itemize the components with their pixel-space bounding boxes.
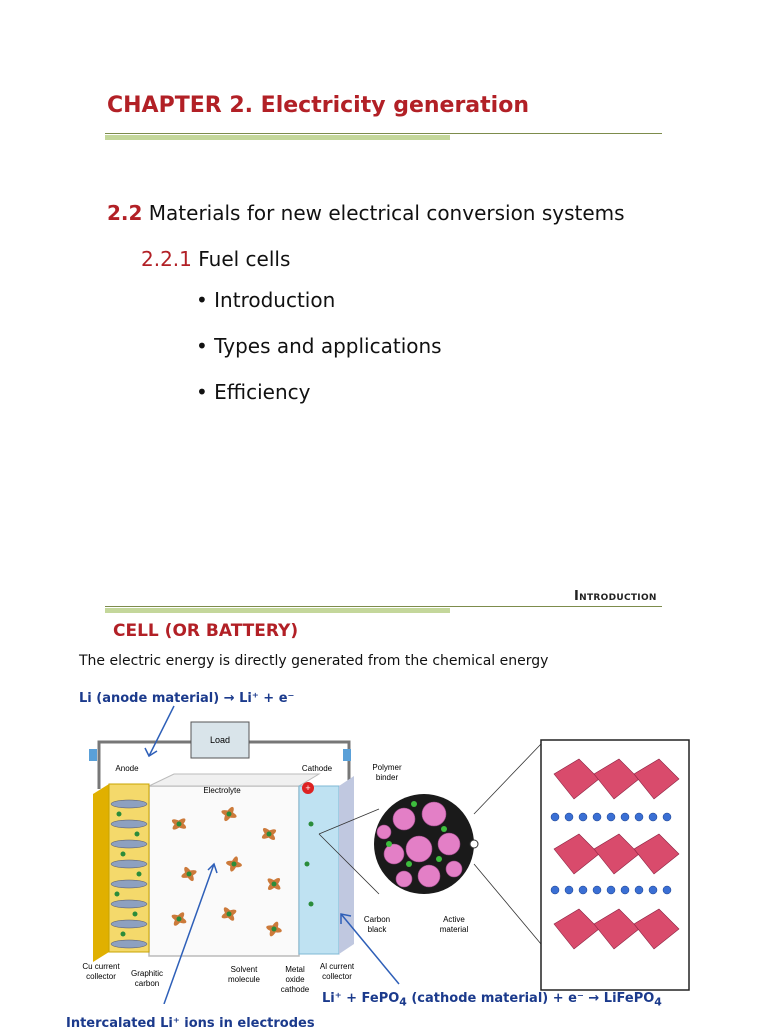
- subscript-4b: 4: [654, 995, 662, 1009]
- graphitic-label-2: carbon: [134, 979, 160, 988]
- chapter-title: CHAPTER 2. Electricity generation: [107, 93, 529, 118]
- cathode-equation: [322, 991, 662, 1009]
- bullet-introduction: • Introduction: [196, 288, 336, 312]
- section-title: Materials for new electrical conversion systems: [142, 201, 625, 225]
- anode-electrode: [93, 764, 149, 962]
- subsection-number: 2.2.1: [141, 247, 192, 271]
- crystal-structure: [541, 740, 689, 990]
- al-collector-label-2: collector: [322, 972, 352, 981]
- intro-rule-thick: [105, 608, 450, 613]
- subsection-title: Fuel cells: [191, 247, 291, 271]
- bullet-efficiency: • Efficiency: [196, 380, 311, 404]
- cathode-label: Cathode: [301, 764, 333, 773]
- description: The electric energy is directly generated from the chemical energy: [79, 653, 549, 669]
- section-tag: Introduction: [574, 589, 657, 604]
- anode-label: Anode: [115, 764, 139, 773]
- title-rule-thick: [105, 135, 450, 140]
- intro-rule-thin: [105, 606, 662, 607]
- electrolyte-label: Electrolyte: [203, 786, 241, 795]
- plus-sign: +: [305, 783, 311, 793]
- section-number: 2.2: [107, 201, 143, 225]
- al-collector-label-1: Al current: [319, 962, 355, 971]
- battery-diagram: [79, 704, 695, 1004]
- graphitic-label-1: Graphitic: [130, 969, 164, 978]
- carbon-black-label-2: black: [367, 925, 387, 934]
- solvent-label-2: molecule: [227, 975, 261, 984]
- active-material-label-1: Active: [443, 915, 465, 924]
- solvent-label-1: Solvent: [230, 965, 258, 974]
- active-material-label-2: material: [439, 925, 469, 934]
- metal-oxide-label-2: oxide: [285, 975, 305, 984]
- title-rule-thin: [105, 133, 662, 134]
- electrode-particle: [374, 794, 478, 894]
- polymer-label-2: binder: [375, 773, 399, 782]
- metal-oxide-label-1: Metal: [285, 965, 305, 974]
- cathode-equation-part-b: (cathode material) + e⁻ → LiFePO: [406, 991, 655, 1006]
- cu-collector-label-2: collector: [86, 972, 116, 981]
- subscript-4a: 4: [399, 995, 407, 1009]
- carbon-black-label-1: Carbon: [363, 915, 391, 924]
- cu-collector-label-1: Cu current: [82, 962, 120, 971]
- cathode-electrode: [299, 764, 354, 954]
- polymer-label-1: Polymer: [372, 763, 402, 772]
- anode-equation: Li (anode material) → Li⁺ + e⁻: [79, 691, 295, 706]
- cathode-equation-part-a: Li⁺ + FePO: [322, 991, 400, 1006]
- metal-oxide-label-3: cathode: [280, 985, 310, 994]
- subsection-heading: [141, 247, 290, 271]
- section-heading: [107, 201, 625, 225]
- intercalated-ions-text: Intercalated Li⁺ ions in electrodes: [66, 1016, 315, 1031]
- cell-title: CELL (OR BATTERY): [113, 621, 299, 641]
- bullet-types-applications: • Types and applications: [196, 334, 442, 358]
- load-label: Load: [209, 735, 231, 745]
